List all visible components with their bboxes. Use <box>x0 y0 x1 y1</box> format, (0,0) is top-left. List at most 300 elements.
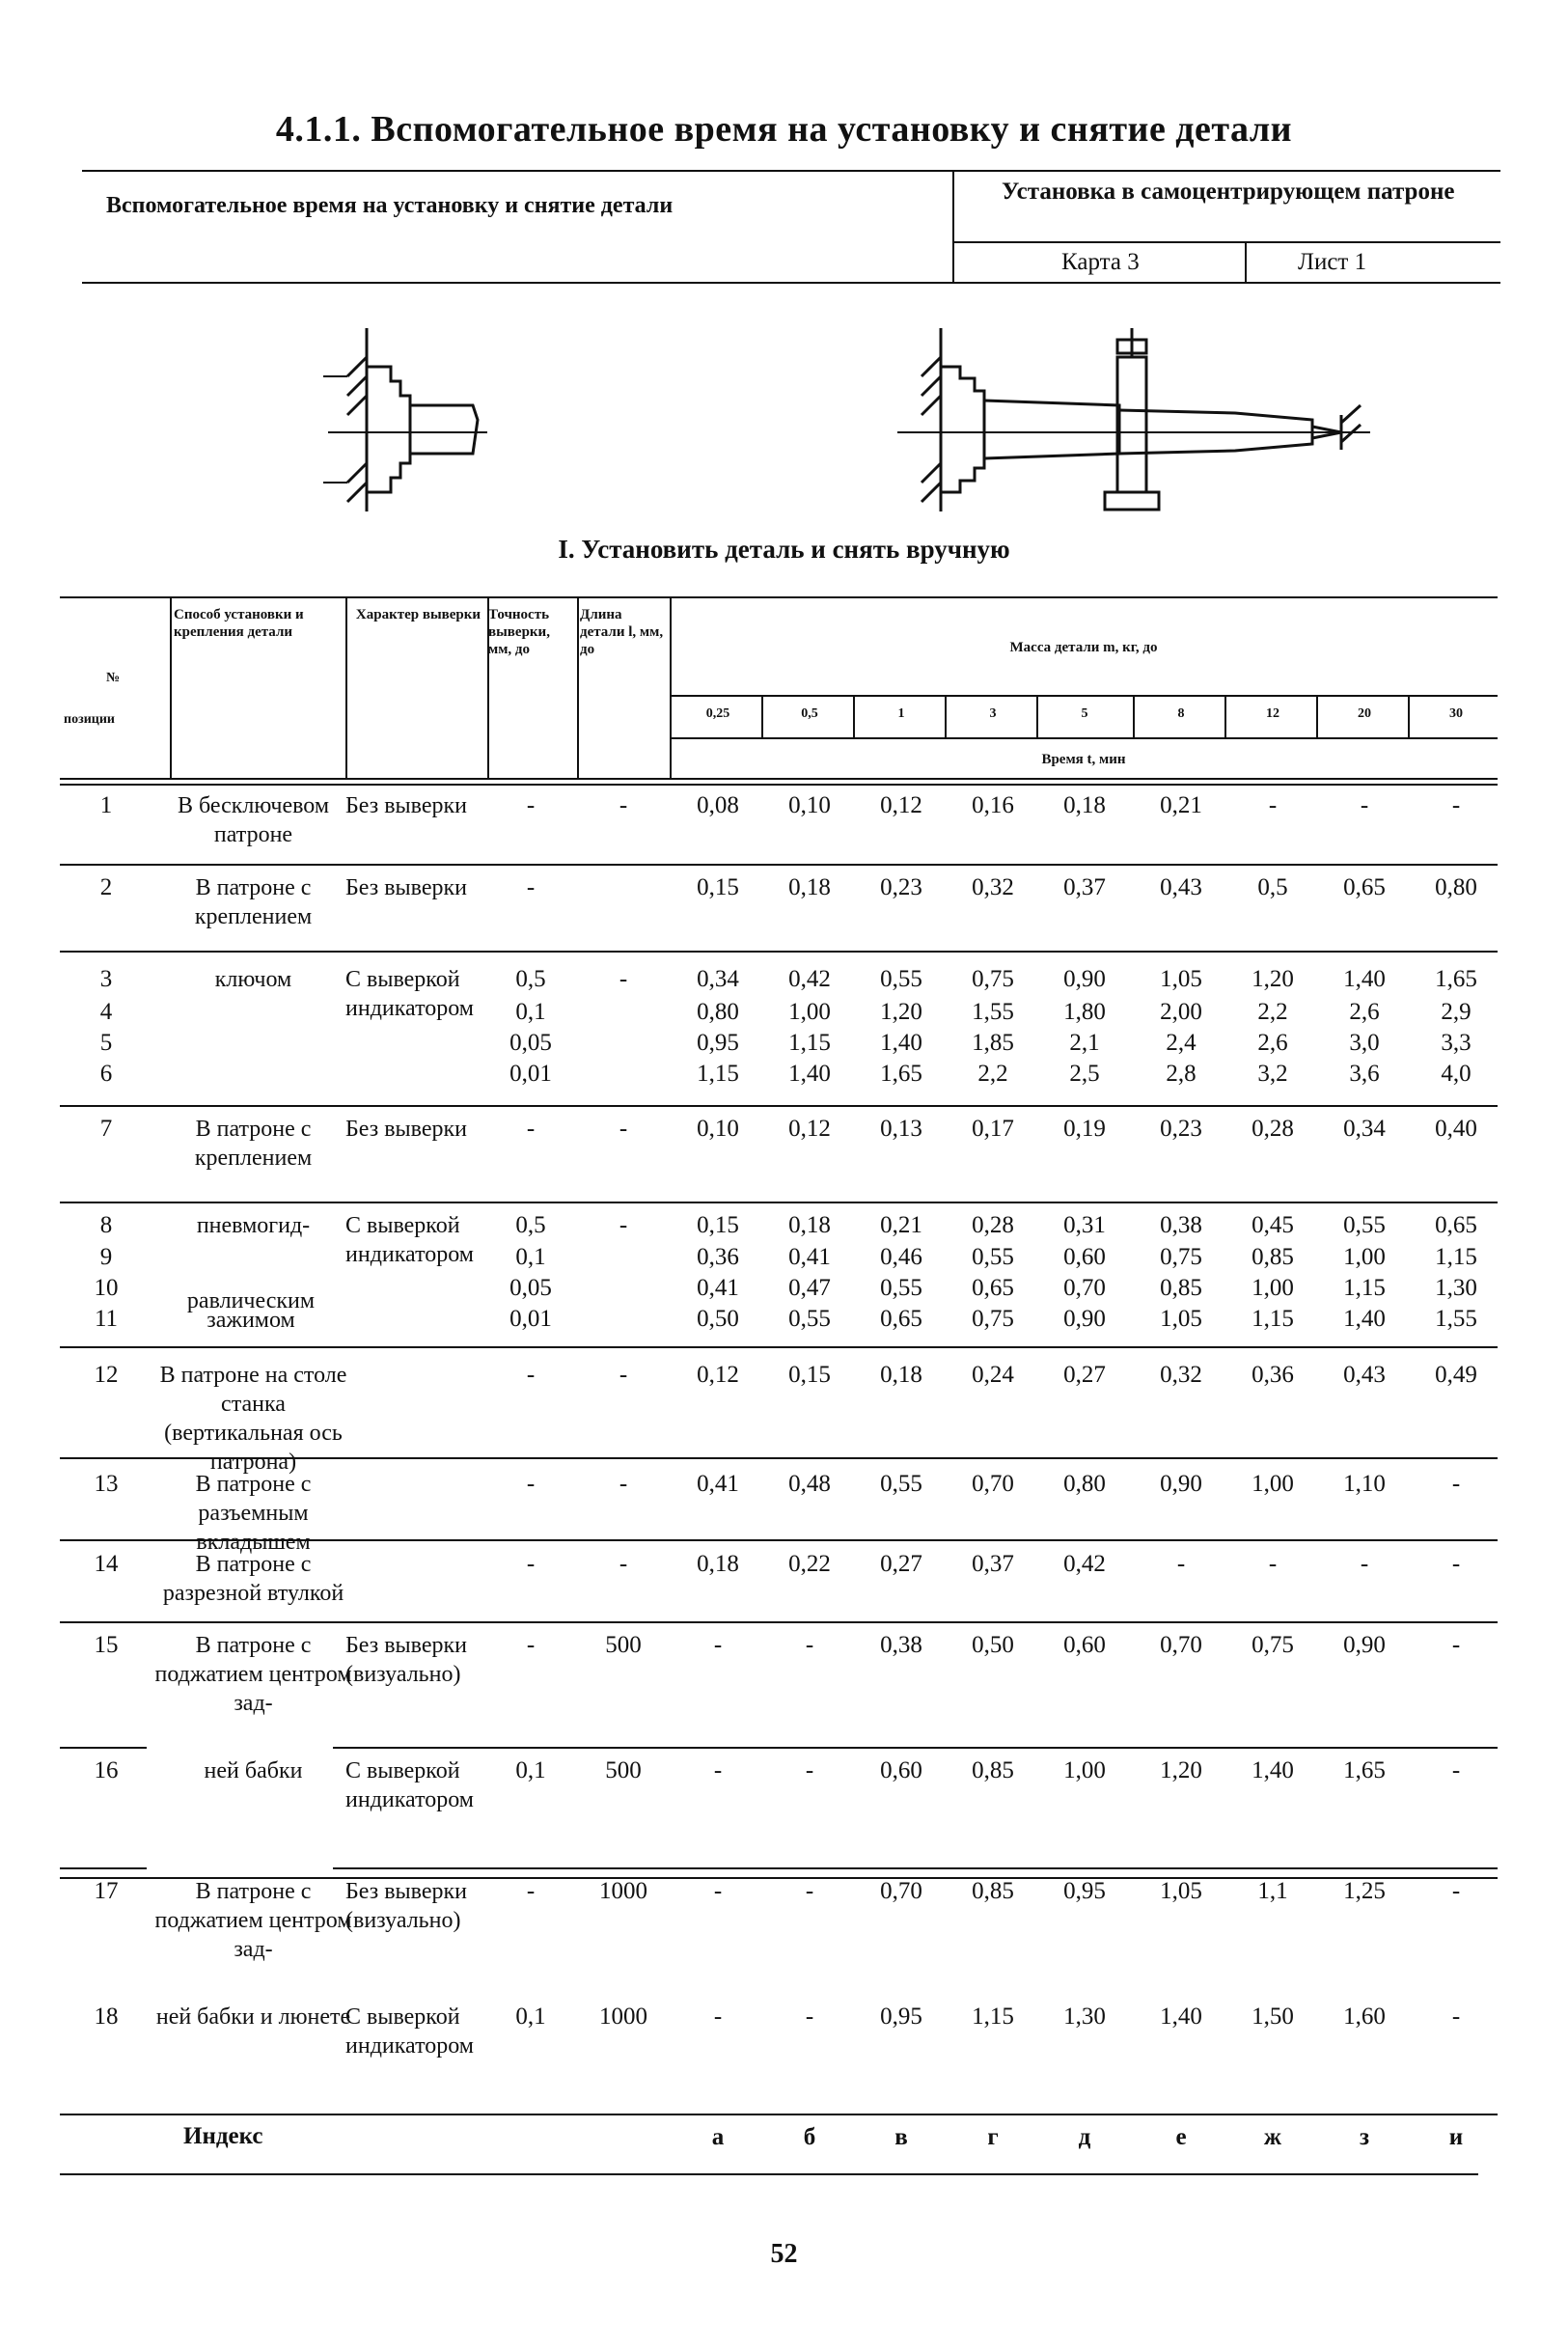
row-time-value: 3,3 <box>1441 1030 1472 1056</box>
row-time-value: 1,20 <box>1252 966 1294 992</box>
row-time-value: 0,34 <box>697 966 739 992</box>
mass-header-cell: 20 <box>1358 706 1371 721</box>
row-time-value: 0,70 <box>880 1878 922 1904</box>
row-time-value: 4,0 <box>1441 1061 1472 1087</box>
row-precision: 0,1 <box>515 999 546 1025</box>
mass-divider <box>1408 695 1410 737</box>
row-time-value: 0,38 <box>1160 1212 1202 1238</box>
row-method: ключом <box>214 967 292 992</box>
mass-header-cell: 0,25 <box>705 706 730 721</box>
row-time-value: 1,20 <box>880 999 922 1025</box>
row-length: - <box>619 1116 628 1142</box>
row-time-value: 1,55 <box>1435 1306 1477 1332</box>
row-time-value: 1,50 <box>1252 2004 1294 2030</box>
row-time-value: 0,55 <box>1343 1212 1386 1238</box>
row-length: 500 <box>605 1757 642 1783</box>
row-time-value: 0,40 <box>1435 1116 1477 1142</box>
row-time-value: 2,5 <box>1069 1061 1100 1087</box>
row-time-value: 2,2 <box>1257 999 1288 1025</box>
mass-rule-top <box>670 695 1498 697</box>
row-character: Без выверки (визуально) <box>345 1879 468 1933</box>
index-cell: д <box>1078 2124 1091 2150</box>
table-bottom-rule <box>60 2173 1478 2175</box>
row-time-value: 0,12 <box>788 1116 831 1142</box>
th-method: Способ установки и крепления детали <box>174 607 304 640</box>
header-mid-rule <box>952 241 1500 243</box>
row-method: В бесключевом патроне <box>177 793 330 847</box>
row-precision: - <box>526 1632 536 1658</box>
row-time-value: 1,40 <box>880 1030 922 1056</box>
row-time-value: - <box>1451 1551 1461 1577</box>
row-time-value: 0,75 <box>972 966 1014 992</box>
row-time-value: 0,27 <box>1063 1362 1106 1388</box>
row-time-value: 2,6 <box>1257 1030 1288 1056</box>
row-time-value: - <box>1451 1757 1461 1783</box>
page-number: 52 <box>770 2239 798 2269</box>
row-precision: 0,5 <box>515 966 546 992</box>
index-cell: ж <box>1263 2124 1282 2150</box>
row-rule <box>60 864 1498 866</box>
row-time-value: 1,15 <box>788 1030 831 1056</box>
row-time-value: 0,80 <box>1435 874 1477 900</box>
row-precision: - <box>526 792 536 818</box>
row-time-value: 0,70 <box>972 1471 1014 1497</box>
row-time-value: 0,22 <box>788 1551 831 1577</box>
header-bottom-rule <box>82 282 1500 284</box>
row-time-value: 0,55 <box>972 1244 1014 1270</box>
row-time-value: 0,18 <box>788 874 831 900</box>
row-character: Без выверки (визуально) <box>345 1633 468 1687</box>
row-number: 11 <box>94 1306 119 1332</box>
row-time-value: 0,46 <box>880 1244 922 1270</box>
row-time-value: 0,36 <box>1252 1362 1294 1388</box>
row-time-value: 0,80 <box>697 999 739 1025</box>
header-card: Карта 3 <box>1061 249 1140 275</box>
row-sub-rule <box>333 1867 1498 1869</box>
row-number: 3 <box>99 966 113 992</box>
row-number: 15 <box>94 1632 119 1658</box>
row-time-value: - <box>1451 1471 1461 1497</box>
row-time-value: 1,85 <box>972 1030 1014 1056</box>
row-sub-rule <box>60 1747 147 1749</box>
row-precision: 0,5 <box>515 1212 546 1238</box>
row-precision: 0,05 <box>509 1030 552 1056</box>
mass-header-cell: 0,5 <box>801 706 818 721</box>
mass-rule-bottom <box>670 737 1498 739</box>
row-time-value: 1,00 <box>1343 1244 1386 1270</box>
row-time-value: 1,25 <box>1343 1878 1386 1904</box>
row-time-value: 1,15 <box>1252 1306 1294 1332</box>
row-time-value: - <box>1360 1551 1369 1577</box>
row-time-value: 0,10 <box>788 792 831 818</box>
row-number: 2 <box>99 874 113 900</box>
row-time-value: 1,40 <box>1160 2004 1202 2030</box>
th-no: № <box>106 671 121 685</box>
row-time-value: - <box>1268 792 1278 818</box>
th-mass: Масса детали m, кг, до <box>1009 640 1158 655</box>
col-divider-4 <box>577 596 579 778</box>
row-time-value: 0,18 <box>788 1212 831 1238</box>
row-time-value: 3,0 <box>1349 1030 1380 1056</box>
row-length: - <box>619 1551 628 1577</box>
mass-header-cell: 30 <box>1449 706 1463 721</box>
row-rule <box>60 1202 1498 1203</box>
index-cell: з <box>1359 2124 1370 2150</box>
row-time-value: 0,80 <box>1063 1471 1106 1497</box>
row-precision: 0,01 <box>509 1061 552 1087</box>
row-time-value: 0,85 <box>972 1878 1014 1904</box>
row-time-value: - <box>1451 2004 1461 2030</box>
row-time-value: 1,20 <box>1160 1757 1202 1783</box>
row-time-value: 0,18 <box>880 1362 922 1388</box>
row-method: В патроне с поджатием центром зад- <box>154 1879 352 1962</box>
row-time-value: 0,08 <box>697 792 739 818</box>
row-number: 14 <box>94 1551 119 1577</box>
row-time-value: 0,28 <box>1252 1116 1294 1142</box>
row-time-value: 1,55 <box>972 999 1014 1025</box>
row-time-value: 0,65 <box>1435 1212 1477 1238</box>
row-time-value: 0,75 <box>1252 1632 1294 1658</box>
row-time-value: - <box>1176 1551 1186 1577</box>
row-time-value: 0,42 <box>1063 1551 1106 1577</box>
row-time-value: 0,15 <box>697 1212 739 1238</box>
mass-header-cell: 8 <box>1177 706 1185 721</box>
row-time-value: 2,2 <box>977 1061 1008 1087</box>
row-time-value: 0,16 <box>972 792 1014 818</box>
th-character: Характер выверки <box>355 607 481 622</box>
row-time-value: - <box>805 2004 814 2030</box>
row-time-value: 2,6 <box>1349 999 1380 1025</box>
row-time-value: - <box>713 1878 723 1904</box>
row-time-value: 0,95 <box>880 2004 922 2030</box>
row-time-value: 1,15 <box>972 2004 1014 2030</box>
row-method: пневмогид- <box>196 1213 311 1238</box>
index-cell: е <box>1175 2124 1187 2150</box>
row-time-value: 1,65 <box>1343 1757 1386 1783</box>
row-time-value: 0,32 <box>972 874 1014 900</box>
row-time-value: 2,00 <box>1160 999 1202 1025</box>
row-time-value: 1,40 <box>1252 1757 1294 1783</box>
row-time-value: 0,75 <box>1160 1244 1202 1270</box>
row-time-value: 1,60 <box>1343 2004 1386 2030</box>
row-time-value: 0,65 <box>1343 874 1386 900</box>
th-position: позиции <box>64 712 115 727</box>
index-cell: а <box>711 2124 725 2150</box>
table-header-bottom-rule <box>60 778 1498 780</box>
row-time-value: 0,48 <box>788 1471 831 1497</box>
row-time-value: 2,8 <box>1166 1061 1197 1087</box>
row-character: Без выверки <box>345 875 468 900</box>
row-time-value: 0,50 <box>972 1632 1014 1658</box>
row-character: Без выверки <box>345 793 468 818</box>
row-time-value: 0,85 <box>1160 1275 1202 1301</box>
mass-header-cell: 5 <box>1081 706 1088 721</box>
row-time-value: 0,18 <box>1063 792 1106 818</box>
row-time-value: 0,75 <box>972 1306 1014 1332</box>
row-time-value: - <box>805 1632 814 1658</box>
row-time-value: 0,37 <box>1063 874 1106 900</box>
row-time-value: 0,43 <box>1160 874 1202 900</box>
row-time-value: 1,40 <box>1343 966 1386 992</box>
row-number: 7 <box>99 1116 113 1142</box>
row-number: 12 <box>94 1362 119 1388</box>
row-length: - <box>619 792 628 818</box>
row-time-value: 0,70 <box>1063 1275 1106 1301</box>
row-time-value: 0,55 <box>880 966 922 992</box>
row-precision: - <box>526 1551 536 1577</box>
row-time-value: 1,05 <box>1160 1306 1202 1332</box>
row-time-value: 0,90 <box>1063 1306 1106 1332</box>
row-time-value: - <box>1360 792 1369 818</box>
row-time-value: - <box>713 1632 723 1658</box>
section-title: I. Установить деталь и снять вручную <box>558 535 1010 564</box>
row-sub-rule <box>60 1867 147 1869</box>
col-divider-1 <box>170 596 172 778</box>
row-number: 8 <box>99 1212 113 1238</box>
row-rule <box>60 1621 1498 1623</box>
th-precision: Точность выверки, мм, до <box>488 607 550 657</box>
row-precision: - <box>526 874 536 900</box>
row-method: ней бабки <box>204 1758 303 1783</box>
row-method: зажимом <box>206 1308 295 1333</box>
row-time-value: 0,18 <box>697 1551 739 1577</box>
row-precision: - <box>526 1471 536 1497</box>
row-time-value: 0,95 <box>697 1030 739 1056</box>
row-length: - <box>619 1471 628 1497</box>
row-time-value: 0,21 <box>880 1212 922 1238</box>
row-time-value: 0,41 <box>697 1275 739 1301</box>
row-time-value: 0,60 <box>1063 1632 1106 1658</box>
mass-header-cell: 12 <box>1266 706 1279 721</box>
col-divider-2 <box>345 596 347 778</box>
row-time-value: - <box>805 1757 814 1783</box>
row-time-value: - <box>805 1878 814 1904</box>
row-precision: - <box>526 1362 536 1388</box>
row-time-value: 2,9 <box>1441 999 1472 1025</box>
row-time-value: - <box>713 1757 723 1783</box>
row-character: С выверкой индикатором <box>345 2004 474 2059</box>
mass-divider <box>945 695 947 737</box>
row-time-value: 0,36 <box>697 1244 739 1270</box>
row-time-value: 0,19 <box>1063 1116 1106 1142</box>
row-time-value: 0,85 <box>1252 1244 1294 1270</box>
th-length: Длина детали l, мм, до <box>580 607 664 657</box>
mass-divider <box>853 695 855 737</box>
mass-header-cell: 3 <box>989 706 997 721</box>
row-time-value: 1,10 <box>1343 1471 1386 1497</box>
row-time-value: 0,42 <box>788 966 831 992</box>
row-precision: 0,1 <box>515 1244 546 1270</box>
row-time-value: 0,90 <box>1343 1632 1386 1658</box>
row-time-value: 0,27 <box>880 1551 922 1577</box>
row-time-value: 0,31 <box>1063 1212 1106 1238</box>
row-time-value: 1,00 <box>1252 1471 1294 1497</box>
row-time-value: 3,6 <box>1349 1061 1380 1087</box>
row-time-value: 1,00 <box>1252 1275 1294 1301</box>
row-method: В патроне на столе станка (вертикальная ось патрона) <box>159 1363 347 1475</box>
row-sub-rule <box>60 951 156 953</box>
row-method: В патроне с разъемным вкладышем <box>195 1472 312 1555</box>
row-time-value: 1,00 <box>788 999 831 1025</box>
mass-divider <box>1316 695 1318 737</box>
row-character: Без выверки <box>345 1117 468 1142</box>
row-time-value: 0,60 <box>880 1757 922 1783</box>
row-time-value: 0,70 <box>1160 1632 1202 1658</box>
row-time-value: 0,24 <box>972 1362 1014 1388</box>
row-length: 500 <box>605 1632 642 1658</box>
row-time-value: 0,17 <box>972 1116 1014 1142</box>
row-time-value: 1,30 <box>1063 2004 1106 2030</box>
mass-divider <box>761 695 763 737</box>
row-time-value: 1,15 <box>697 1061 739 1087</box>
row-time-value: 0,38 <box>880 1632 922 1658</box>
row-number: 16 <box>94 1757 119 1783</box>
row-time-value: 0,15 <box>788 1362 831 1388</box>
row-number: 1 <box>99 792 113 818</box>
row-time-value: 0,15 <box>697 874 739 900</box>
row-number: 10 <box>94 1275 119 1301</box>
row-time-value: 0,28 <box>972 1212 1014 1238</box>
row-precision: 0,01 <box>509 1306 552 1332</box>
row-time-value: 0,23 <box>1160 1116 1202 1142</box>
row-time-value: 0,90 <box>1160 1471 1202 1497</box>
row-time-value: 1,05 <box>1160 1878 1202 1904</box>
row-method: ней бабки и люнете <box>155 2004 351 2030</box>
table-top-rule <box>60 596 1498 598</box>
row-time-value: - <box>1451 792 1461 818</box>
index-cell: и <box>1448 2124 1464 2150</box>
row-precision: - <box>526 1116 536 1142</box>
index-label: Индекс <box>183 2123 263 2149</box>
row-time-value: 0,12 <box>880 792 922 818</box>
mass-divider <box>1224 695 1226 737</box>
row-time-value: 1,15 <box>1435 1244 1477 1270</box>
row-time-value: 0,49 <box>1435 1362 1477 1388</box>
row-time-value: 0,37 <box>972 1551 1014 1577</box>
row-time-value: 0,60 <box>1063 1244 1106 1270</box>
row-length: 1000 <box>599 1878 647 1904</box>
header-left-text: Вспомогательное время на установку и снятие детали <box>106 193 674 218</box>
row-number: 6 <box>99 1061 113 1087</box>
row-length: - <box>619 966 628 992</box>
index-cell: в <box>894 2124 908 2150</box>
row-length: - <box>619 1212 628 1238</box>
row-time-value: 0,10 <box>697 1116 739 1142</box>
index-cell: б <box>803 2124 816 2150</box>
row-time-value: 1,05 <box>1160 966 1202 992</box>
row-rule <box>60 784 1498 786</box>
header-card-divider <box>1245 241 1247 282</box>
row-precision: 0,05 <box>509 1275 552 1301</box>
row-time-value: 0,13 <box>880 1116 922 1142</box>
row-time-value: 0,65 <box>972 1275 1014 1301</box>
row-time-value: 0,5 <box>1257 874 1288 900</box>
row-number: 17 <box>94 1878 119 1904</box>
row-time-value: 0,43 <box>1343 1362 1386 1388</box>
row-number: 4 <box>99 999 113 1025</box>
row-sub-rule <box>333 1747 1498 1749</box>
page-title: 4.1.1. Вспомогательное время на установку и снятие детали <box>275 109 1293 150</box>
header-right-text: Установка в самоцентрирующем патроне <box>1002 179 1455 205</box>
row-rule <box>60 1346 1498 1348</box>
row-method: равлическим <box>186 1288 316 1313</box>
row-time-value: 1,40 <box>788 1061 831 1087</box>
row-time-value: 0,12 <box>697 1362 739 1388</box>
mass-divider <box>1133 695 1135 737</box>
row-time-value: 0,95 <box>1063 1878 1106 1904</box>
row-time-value: - <box>1451 1632 1461 1658</box>
row-number: 5 <box>99 1030 113 1056</box>
header-top-rule <box>82 170 1500 172</box>
row-time-value: 1,80 <box>1063 999 1106 1025</box>
row-method: В патроне с креплением <box>194 875 313 929</box>
chuck-sketch-right <box>888 318 1389 521</box>
row-character: С выверкой индикатором <box>345 967 474 1021</box>
row-character: С выверкой индикатором <box>345 1758 474 1812</box>
mass-divider <box>1036 695 1038 737</box>
row-time-value: 0,55 <box>880 1471 922 1497</box>
row-time-value: 0,90 <box>1063 966 1106 992</box>
row-precision: - <box>526 1878 536 1904</box>
row-time-value: - <box>713 2004 723 2030</box>
row-number: 18 <box>94 2004 119 2030</box>
row-time-value: 2,4 <box>1166 1030 1197 1056</box>
mass-header-cell: 1 <box>897 706 905 721</box>
row-number: 13 <box>94 1471 119 1497</box>
th-time: Время t, мин <box>1041 752 1126 767</box>
row-time-value: 0,41 <box>788 1244 831 1270</box>
index-cell: г <box>987 2124 999 2150</box>
row-time-value: 1,15 <box>1343 1275 1386 1301</box>
row-time-value: 1,1 <box>1257 1878 1288 1904</box>
row-time-value: 0,65 <box>880 1306 922 1332</box>
row-character: С выверкой индикатором <box>345 1213 474 1267</box>
row-sub-rule <box>60 1202 156 1203</box>
row-length: - <box>619 1362 628 1388</box>
row-time-value: 2,1 <box>1069 1030 1100 1056</box>
row-time-value: 1,65 <box>1435 966 1477 992</box>
header-sheet: Лист 1 <box>1298 249 1367 275</box>
row-time-value: 0,50 <box>697 1306 739 1332</box>
row-precision: 0,1 <box>515 1757 546 1783</box>
row-time-value: 1,30 <box>1435 1275 1477 1301</box>
chuck-sketch-left <box>318 318 492 521</box>
row-time-value: 0,55 <box>880 1275 922 1301</box>
row-time-value: 0,23 <box>880 874 922 900</box>
row-time-value: 1,65 <box>880 1061 922 1087</box>
row-time-value: 0,47 <box>788 1275 831 1301</box>
row-time-value: 0,21 <box>1160 792 1202 818</box>
row-number: 9 <box>99 1244 113 1270</box>
row-time-value: - <box>1268 1551 1278 1577</box>
row-rule <box>60 1105 1498 1107</box>
row-time-value: - <box>1451 1878 1461 1904</box>
row-time-value: 0,85 <box>972 1757 1014 1783</box>
row-time-value: 0,45 <box>1252 1212 1294 1238</box>
index-top-rule <box>60 2114 1498 2115</box>
row-time-value: 0,34 <box>1343 1116 1386 1142</box>
row-method: В патроне с разрезной втулкой <box>162 1552 344 1606</box>
row-precision: 0,1 <box>515 2004 546 2030</box>
row-time-value: 1,00 <box>1063 1757 1106 1783</box>
row-length: 1000 <box>599 2004 647 2030</box>
row-method: В патроне с поджатием центром зад- <box>154 1633 352 1716</box>
row-time-value: 1,40 <box>1343 1306 1386 1332</box>
row-time-value: 0,41 <box>697 1471 739 1497</box>
row-time-value: 0,55 <box>788 1306 831 1332</box>
row-time-value: 3,2 <box>1257 1061 1288 1087</box>
row-time-value: 0,32 <box>1160 1362 1202 1388</box>
